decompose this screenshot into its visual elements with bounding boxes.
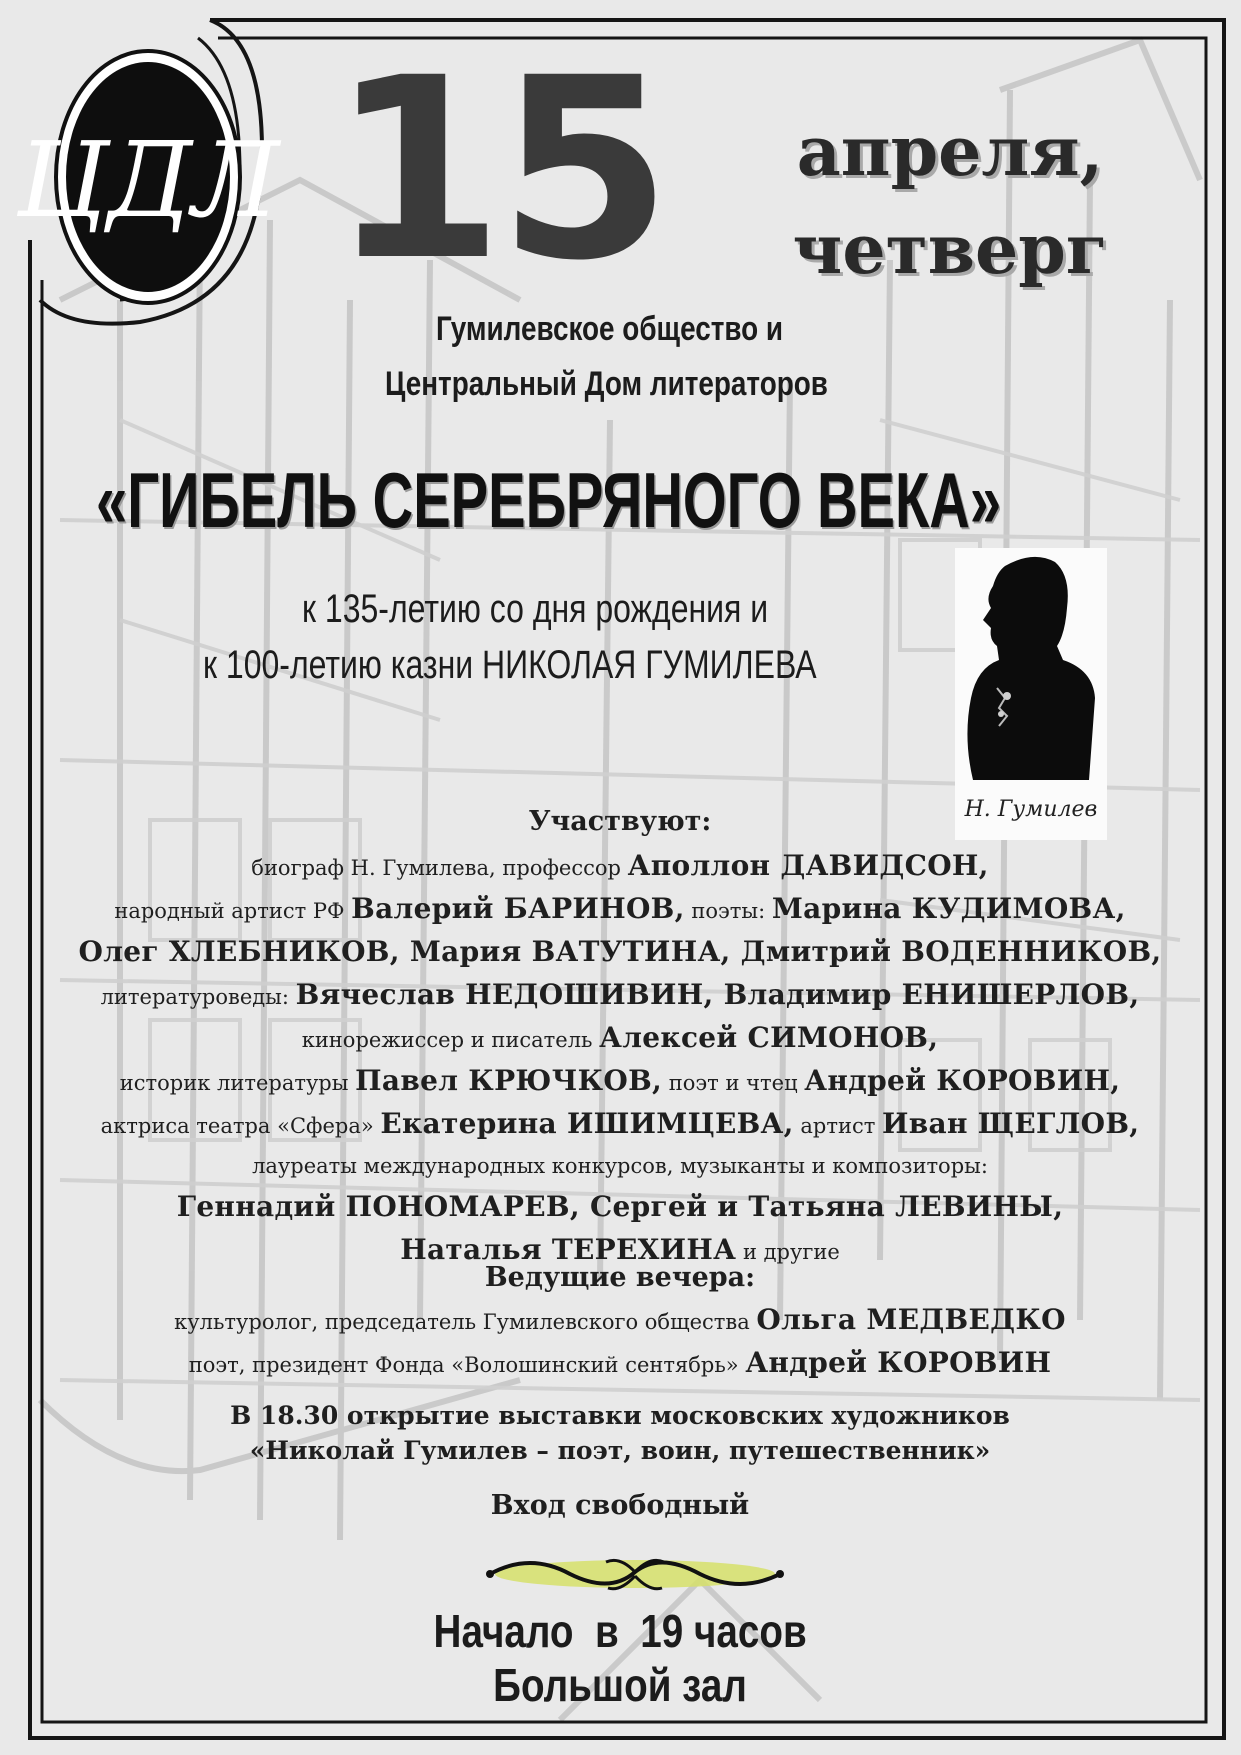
participant-line xyxy=(40,1018,1200,1061)
participant-line xyxy=(40,1104,1200,1147)
anniversary-line-1: к 135-летию со дня рождения и xyxy=(302,587,769,631)
host-line xyxy=(40,1343,1200,1386)
free-entrance-note: Вход свободный xyxy=(490,1490,750,1521)
participant-role: историк литературы xyxy=(119,1071,356,1095)
decorative-ornament xyxy=(470,1548,800,1602)
participant-line xyxy=(40,846,1200,889)
event-title: «ГИБЕЛЬ СЕРЕБРЯНОГО ВЕКА» xyxy=(96,456,1002,544)
event-weekday: четверг xyxy=(792,210,1108,290)
participant-name: Вячеслав НЕДОШИВИН, Владимир ЕНИШЕРЛОВ, xyxy=(295,978,1140,1011)
hosts-list xyxy=(40,1300,1200,1386)
participant-role: актриса театра «Сфера» xyxy=(100,1114,381,1138)
participant-name: Павел КРЮЧКОВ, xyxy=(355,1064,663,1097)
participant-role: кинорежиссер и писатель xyxy=(301,1028,600,1052)
participants-list xyxy=(40,846,1200,1273)
participant-name: Геннадий ПОНОМАРЕВ, Сергей и Татьяна ЛЕВИНЫ, xyxy=(176,1190,1064,1223)
participant-line xyxy=(40,1187,1200,1230)
organizer-line-1: Гумилевское общество и xyxy=(436,310,784,348)
participant-name: Аполлон ДАВИДСОН, xyxy=(627,849,989,882)
host-role: культуролог, председатель Гумилевского общества xyxy=(174,1310,757,1334)
participant-role: поэты: xyxy=(684,899,772,923)
anniversary-line-2: к 100-летию казни НИКОЛАЯ ГУМИЛЕВА xyxy=(203,643,817,687)
host-name: Андрей КОРОВИН xyxy=(745,1346,1052,1379)
participants-heading: Участвуют: xyxy=(528,806,712,837)
participant-line xyxy=(40,1061,1200,1104)
participant-line xyxy=(40,975,1200,1018)
participant-name: Олег ХЛЕБНИКОВ, Мария ВАТУТИНА, Дмитрий ВОДЕННИКОВ, xyxy=(78,935,1162,968)
event-day-number: 15 xyxy=(330,24,666,315)
participant-role: поэт и чтец xyxy=(662,1071,805,1095)
participant-role: артист xyxy=(793,1114,883,1138)
participant-name: Марина КУДИМОВА, xyxy=(771,892,1126,925)
participant-role: народный артист РФ xyxy=(114,899,352,923)
start-time xyxy=(0,1604,1241,1658)
participant-line xyxy=(40,889,1200,932)
host-role: поэт, президент Фонда «Волошинский сентябрь» xyxy=(188,1353,746,1377)
participant-name: Алексей СИМОНОВ, xyxy=(599,1021,939,1054)
svg-text:ЦДЛ: ЦДЛ xyxy=(16,119,280,241)
organizer-line-2: Центральный Дом литераторов xyxy=(385,365,828,403)
venue-hall xyxy=(0,1658,1241,1712)
venue-hall-text: Большой зал xyxy=(493,1659,748,1711)
portrait-signature: Н. Гумилев xyxy=(964,797,1098,822)
participant-role: лауреаты международных конкурсов, музыканты и композиторы: xyxy=(252,1154,988,1178)
participant-name: Наталья ТЕРЕХИНА xyxy=(400,1233,737,1266)
gumilev-silhouette-portrait xyxy=(955,548,1107,840)
participant-role: биограф Н. Гумилева, профессор xyxy=(251,856,628,880)
exhibition-line-2: «Николай Гумилев – поэт, воин, путешественник» xyxy=(249,1436,991,1465)
participant-line xyxy=(40,1147,1200,1187)
host-name: Ольга МЕДВЕДКО xyxy=(756,1303,1066,1336)
participant-line xyxy=(40,932,1200,975)
exhibition-line-1: В 18.30 открытие выставки московских художников xyxy=(230,1401,1010,1430)
event-month: апреля, xyxy=(796,112,1104,192)
hosts-heading: Ведущие вечера: xyxy=(484,1262,756,1293)
host-line xyxy=(40,1300,1200,1343)
participant-name: Валерий БАРИНОВ, xyxy=(351,892,685,925)
participant-name: Екатерина ИШИМЦЕВА, xyxy=(380,1107,794,1140)
cdl-logo xyxy=(16,46,280,308)
start-time-text: Начало в 19 часов xyxy=(433,1605,808,1657)
participant-name: Андрей КОРОВИН, xyxy=(804,1064,1121,1097)
participant-role: и другие xyxy=(736,1240,840,1264)
exhibition-announcement xyxy=(40,1398,1200,1468)
participant-role: литературоведы: xyxy=(100,985,296,1009)
participant-name: Иван ЩЕГЛОВ, xyxy=(882,1107,1140,1140)
